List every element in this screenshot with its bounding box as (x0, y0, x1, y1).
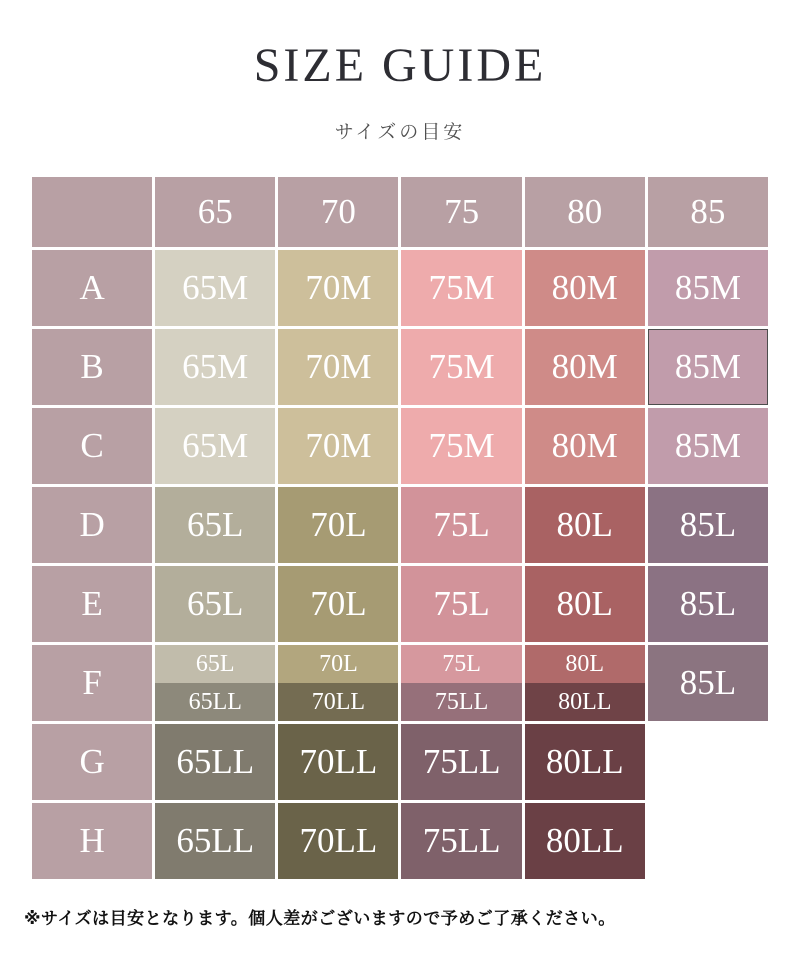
table-row-B (32, 329, 768, 405)
row-label-F: F (32, 645, 152, 721)
footer-note: ※サイズは目安となります。個人差がございますので予めご了承ください。 (24, 909, 616, 928)
column-header-65: 65 (155, 177, 275, 247)
row-label-B: B (32, 329, 152, 405)
size-cell-75M: 75M (401, 408, 521, 484)
table-row-D (32, 487, 768, 563)
size-cell-70LL: 70LL (278, 683, 398, 721)
size-cell-70L-70LL (278, 645, 398, 721)
size-cell-80LL: 80LL (525, 683, 645, 721)
table-row-H (32, 803, 768, 879)
size-cell-65LL: 65LL (155, 724, 275, 800)
size-cell-85M: 85M (648, 329, 768, 405)
size-cell-80L: 80L (525, 566, 645, 642)
size-cell-70M: 70M (278, 408, 398, 484)
empty-cell (648, 803, 768, 879)
size-cell-80L-80LL (525, 645, 645, 721)
size-cell-80L: 80L (525, 645, 645, 683)
table-row-F (32, 645, 768, 721)
size-cell-75LL: 75LL (401, 803, 521, 879)
row-label-E: E (32, 566, 152, 642)
size-cell-70M: 70M (278, 329, 398, 405)
size-cell-80LL: 80LL (525, 724, 645, 800)
size-cell-70LL: 70LL (278, 724, 398, 800)
size-cell-80LL: 80LL (525, 803, 645, 879)
size-cell-85L: 85L (648, 487, 768, 563)
size-cell-80M: 80M (525, 250, 645, 326)
size-cell-80M: 80M (525, 408, 645, 484)
row-label-D: D (32, 487, 152, 563)
size-cell-75LL: 75LL (401, 724, 521, 800)
size-cell-75L-75LL (401, 645, 521, 721)
size-cell-70LL: 70LL (278, 803, 398, 879)
column-header-85: 85 (648, 177, 768, 247)
size-cell-65LL: 65LL (155, 683, 275, 721)
row-label-H: H (32, 803, 152, 879)
page-title: SIZE GUIDE (253, 39, 547, 92)
size-cell-65L-65LL (155, 645, 275, 721)
size-cell-70L: 70L (278, 566, 398, 642)
size-cell-85L: 85L (648, 566, 768, 642)
page-subtitle: サイズの目安 (334, 121, 466, 143)
size-cell-65L: 65L (155, 645, 275, 683)
table-row-G (32, 724, 768, 800)
size-cell-80L: 80L (525, 487, 645, 563)
size-cell-65M: 65M (155, 329, 275, 405)
empty-cell (648, 724, 768, 800)
table-header-row (32, 177, 768, 247)
size-table (32, 177, 768, 879)
table-row-E (32, 566, 768, 642)
size-cell-70M: 70M (278, 250, 398, 326)
size-cell-75M: 75M (401, 250, 521, 326)
size-cell-85M: 85M (648, 408, 768, 484)
size-cell-70L: 70L (278, 487, 398, 563)
size-cell-75M: 75M (401, 329, 521, 405)
row-label-G: G (32, 724, 152, 800)
size-cell-75L: 75L (401, 566, 521, 642)
size-cell-65M: 65M (155, 408, 275, 484)
size-cell-65L: 65L (155, 566, 275, 642)
table-row-C (32, 408, 768, 484)
row-label-A: A (32, 250, 152, 326)
size-cell-75LL: 75LL (401, 683, 521, 721)
size-cell-75L: 75L (401, 645, 521, 683)
size-cell-65M: 65M (155, 250, 275, 326)
column-header-70: 70 (278, 177, 398, 247)
size-cell-65L: 65L (155, 487, 275, 563)
size-cell-80M: 80M (525, 329, 645, 405)
size-cell-85M: 85M (648, 250, 768, 326)
row-label-C: C (32, 408, 152, 484)
size-cell-75L: 75L (401, 487, 521, 563)
size-cell-70L: 70L (278, 645, 398, 683)
size-cell-65LL: 65LL (155, 803, 275, 879)
column-header-75: 75 (401, 177, 521, 247)
table-row-A (32, 250, 768, 326)
column-header-80: 80 (525, 177, 645, 247)
corner-cell (32, 177, 152, 247)
size-cell-85L: 85L (648, 645, 768, 721)
